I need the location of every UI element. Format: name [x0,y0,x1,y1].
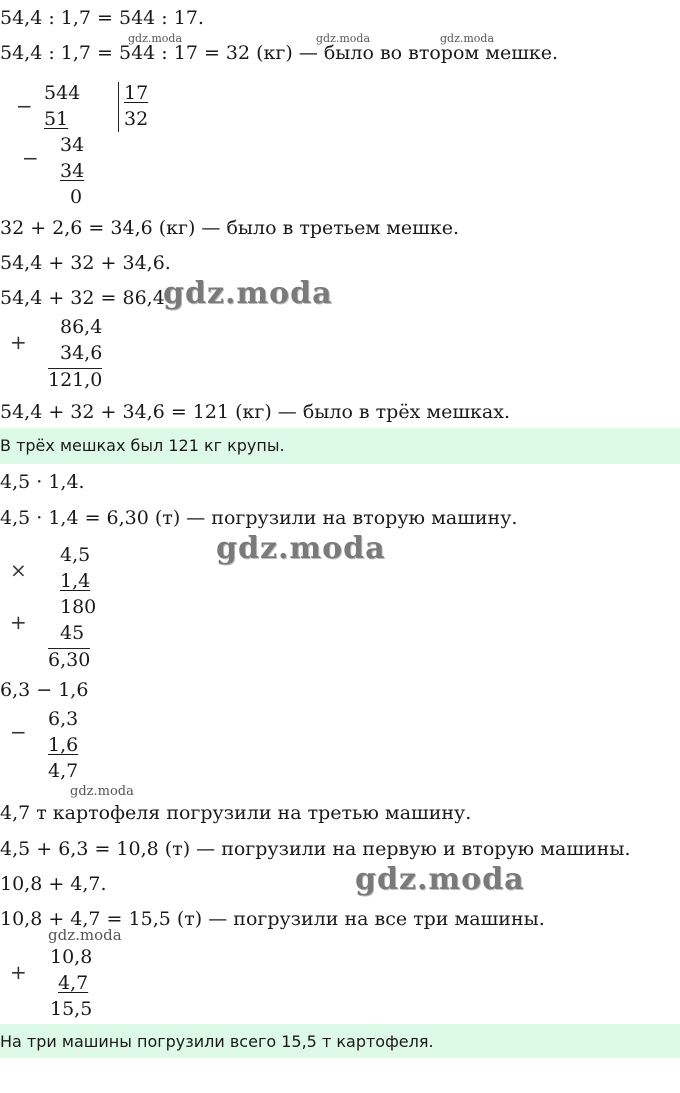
watermark-small-3: gdz.moda [440,32,495,45]
watermark-small-4: gdz.moda [70,784,134,799]
answer-2-text: На три машины погрузили всего 15,5 т картофеля. [0,1032,434,1051]
division-dividend: 544 [44,82,81,104]
sub-subtrahend: 1,6 [48,734,79,756]
answer-1-banner [0,428,680,464]
answer-1-text: В трёх мешках был 121 кг крупы. [0,436,285,455]
line-5: 54,4 + 32 = 86,4 [0,287,165,309]
line-7: 4,5 · 1,4. [0,471,85,493]
line-13: 10,8 + 4,7 = 15,5 (т) — погрузили на все три машины. [0,908,545,930]
line-12: 10,8 + 4,7. [0,873,107,895]
watermark-small-2: gdz.moda [316,32,371,45]
division-subtrahend-1: 51 [44,108,69,130]
line-10: 4,7 т картофеля погрузили на третью машину. [0,802,472,824]
line-1: 54,4 : 1,7 = 544 : 17. [0,7,204,29]
division-operator: − [16,94,33,118]
add2-term-b: 4,7 [58,972,89,994]
line-3: 32 + 2,6 = 34,6 (кг) — было в третьем мешке. [0,217,459,239]
add1-term-b: 34,6 [60,342,103,364]
division-remainder-1: 34 [60,134,85,156]
add2-term-a: 10,8 [50,946,93,968]
division-subtrahend-2: 34 [60,160,85,182]
mult-result: 6,30 [48,649,91,671]
line-6: 54,4 + 32 + 34,6 = 121 (кг) — было в трёх мешках. [0,401,510,423]
watermark-big-3: gdz.moda [355,862,525,897]
division-quotient: 32 [124,108,149,130]
add1-term-a: 86,4 [60,316,103,338]
division-remainder-2: 0 [70,186,83,208]
add1-operator: + [10,330,27,354]
add1-sum: 121,0 [48,369,103,391]
line-8: 4,5 · 1,4 = 6,30 (т) — погрузили на вторую машину. [0,507,518,529]
mult-partial-2: 45 [60,622,85,644]
add2-sum: 15,5 [50,998,93,1020]
sub-result: 4,7 [48,760,79,782]
line-4: 54,4 + 32 + 34,6. [0,252,171,274]
line-11: 4,5 + 6,3 = 10,8 (т) — погрузили на первую и вторую машины. [0,838,631,860]
division-operator-2: − [22,146,39,170]
mult-partial-1: 180 [60,596,97,618]
watermark-big-2: gdz.moda [216,531,386,566]
mult-add-operator: + [10,610,27,634]
sub-operator: − [10,720,27,744]
add2-operator: + [10,960,27,984]
answer-2-banner [0,1024,680,1058]
sub-minuend: 6,3 [48,708,79,730]
watermark-big-1: gdz.moda [163,276,333,311]
mult-operator: × [10,558,27,582]
line-2: 54,4 : 1,7 = 544 : 17 = 32 (кг) — было во втором мешке. [0,42,559,64]
division-bar [118,82,119,132]
mult-factor-a: 4,5 [60,544,91,566]
watermark-small-5: gdz.moda [48,926,122,944]
mult-factor-b: 1,4 [60,570,91,592]
division-divisor: 17 [124,82,149,104]
line-9: 6,3 − 1,6 [0,679,89,701]
watermark-small-1: gdz.moda [128,32,183,45]
